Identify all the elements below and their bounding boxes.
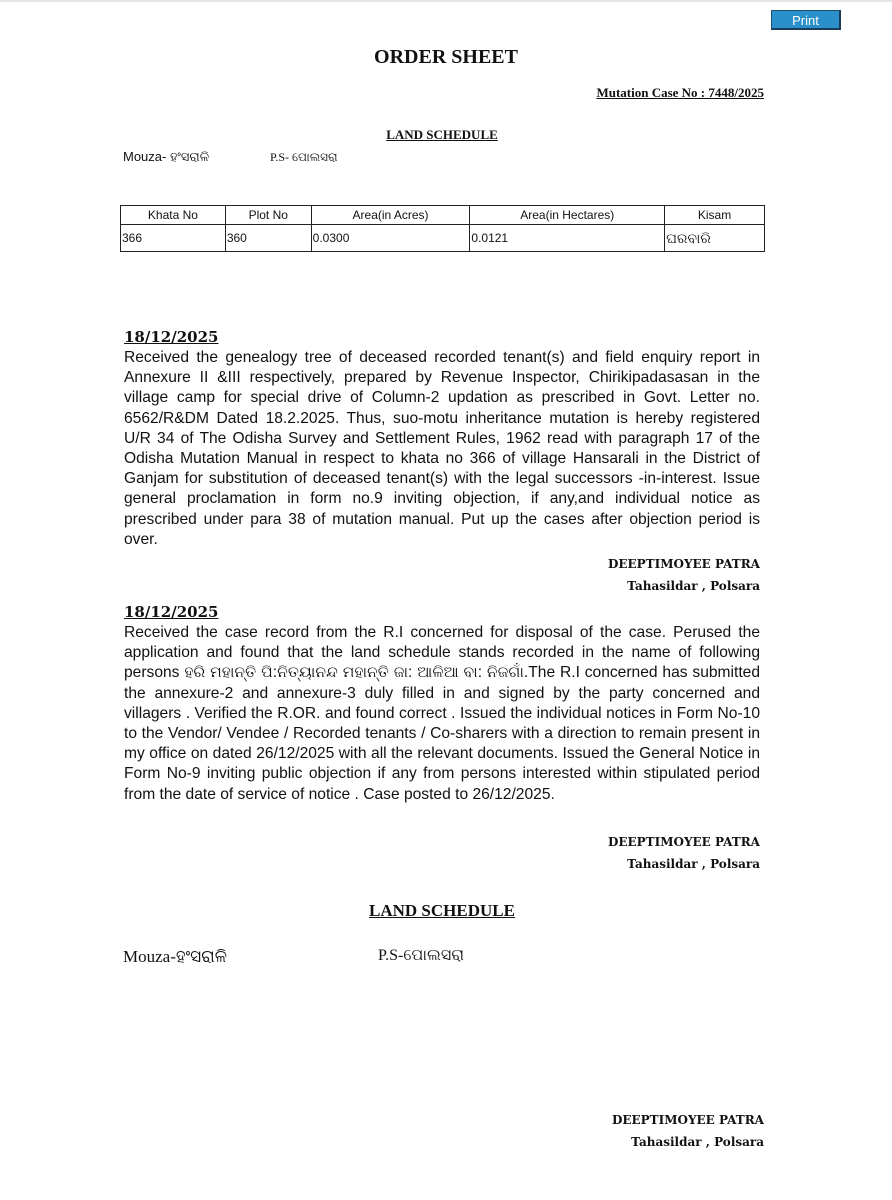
police-station-label: P.S- ପୋଲସରା xyxy=(270,150,338,164)
final-signature-block xyxy=(612,1109,764,1153)
table-row xyxy=(121,225,765,252)
area-hectares-cell: 0.0121 xyxy=(470,225,665,252)
page-title: ORDER SHEET xyxy=(374,46,518,68)
order-date: 18/12/2025 xyxy=(124,328,219,346)
signature-block-2 xyxy=(608,831,760,875)
signatory-designation: Tahasildar , Polsara xyxy=(631,1135,764,1149)
column-header-kisam: Kisam xyxy=(665,206,765,225)
column-header-khata: Khata No xyxy=(121,206,226,225)
order-entry-1 xyxy=(124,328,760,550)
top-border xyxy=(0,0,892,2)
order-entry-2 xyxy=(124,603,760,805)
signatory-name: DEEPTIMOYEE PATRA xyxy=(607,835,760,849)
mouza-label: Mouza- ହଂସରାଳି xyxy=(123,149,210,164)
footer-mouza-label: Mouza-ହଂସରାଳି xyxy=(123,947,228,966)
area-acres-cell: 0.0300 xyxy=(311,225,470,252)
khata-cell: 366 xyxy=(121,225,226,252)
signatory-name: DEEPTIMOYEE PATRA xyxy=(611,1113,764,1127)
plot-cell: 360 xyxy=(225,225,311,252)
order-text: Received the case record from the R.I concerned for disposal of the case. Perused the application and found that the land schedule stands recorded in the name of following persons ହରି ମହାନ୍ତି ପି:ନିତ୍ୟାନନ୍ଦ ମହାନ୍ତି ଜା: ଆଳିଆ ବା: ନିଜଗାଁ.The R.I concerned has submitted the annexure-2 and annexure-3 duly filled in and signed by the party concerned and villagers . Verified the R.OR. and found correct . Issued the individual notices in Form No-10 to the Vendor/ Vendee / Recorded tenants / Co-sharers with a direction to remain present in my office on dated 26/12/2025 with all the relevant documents. Issued the General Notice in Form No-9 inviting public objection if any from persons interested within stipulated period from the date of service of notice . Case posted to 26/12/2025. xyxy=(124,624,760,803)
kisam-cell: ଘରବାରି xyxy=(665,225,765,252)
signature-block-1 xyxy=(608,553,760,597)
signatory-designation: Tahasildar , Polsara xyxy=(627,857,760,871)
print-button[interactable]: Print xyxy=(771,10,841,30)
order-text: Received the genealogy tree of deceased recorded tenant(s) and field enquiry report in Annexure II &III respectively, prepared by Revenue Inspector, Chirikipadasasan in the village camp for special drive of Column-2 updation as prescribed in Govt. Letter no. 6562/R&DM Dated 18.2.2025. Thus, suo-motu inheritance mutation is hereby registered U/R 34 of The Odisha Survey and Settlement Rules, 1962 read with paragraph 17 of the Odisha Mutation Manual in respect to khata no 366 of village Hansarali in the District of Ganjam for substitution of deceased tenant(s) with the legal successors -in-interest. Issue general proclamation in form no.9 inviting objection, if any,and individual notice as prescribed under para 38 of mutation manual. Put up the cases after objection period is over. xyxy=(124,349,760,548)
column-header-area-hectares: Area(in Hectares) xyxy=(470,206,665,225)
column-header-area-acres: Area(in Acres) xyxy=(311,206,470,225)
land-schedule-heading: LAND SCHEDULE xyxy=(386,127,498,142)
order-date: 18/12/2025 xyxy=(124,603,219,621)
footer-police-station-label: P.S-ପୋଲସରା xyxy=(378,947,465,964)
mutation-case-number: Mutation Case No : 7448/2025 xyxy=(596,85,764,100)
table-header-row xyxy=(121,206,765,225)
signatory-designation: Tahasildar , Polsara xyxy=(627,579,760,593)
footer-land-schedule-heading: LAND SCHEDULE xyxy=(369,901,515,920)
signatory-name: DEEPTIMOYEE PATRA xyxy=(607,557,760,571)
land-schedule-table xyxy=(120,205,765,252)
column-header-plot: Plot No xyxy=(225,206,311,225)
